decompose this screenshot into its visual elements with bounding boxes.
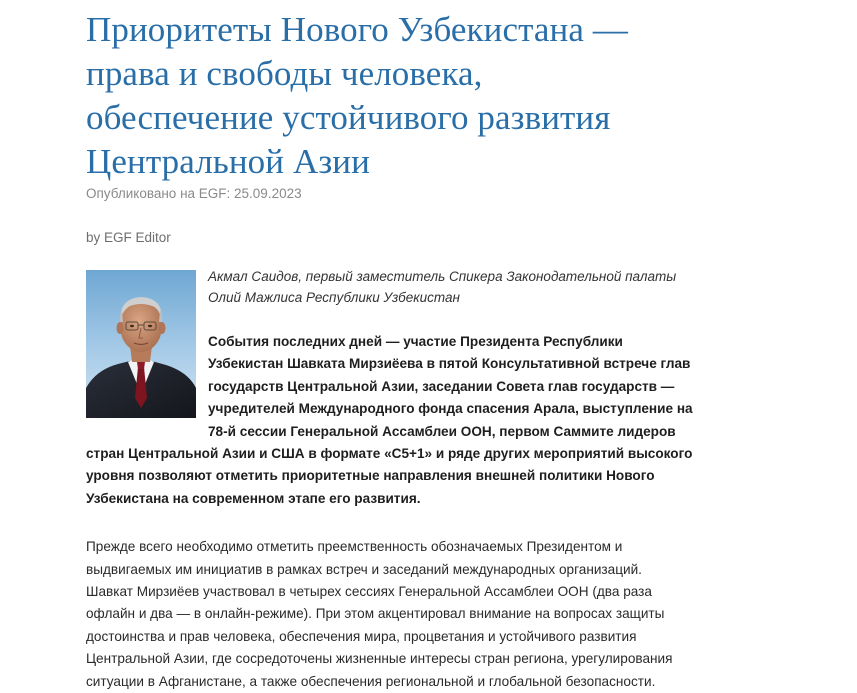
paragraph-line: Центральной Азии, где сосредоточены жизненные интересы стран региона, урегулирования <box>86 651 673 667</box>
author-byline: by EGF Editor <box>86 230 171 245</box>
article <box>86 0 826 693</box>
paragraph-line: Шавкат Мирзиёев участвовал в четырех сессиях Генеральной Ассамблеи ООН (два раза <box>86 584 652 600</box>
title-line: обеспечение устойчивого развития <box>86 98 611 137</box>
title-line: Центральной Азии <box>86 142 370 181</box>
paragraph-line: ситуации в Афганистане, а также обеспечения региональной и глобальной безопасности. <box>86 673 656 689</box>
author-caption <box>86 266 826 308</box>
paragraph-line: выдвигаемых им инициатив в рамках встреч и заседаний международных организаций. <box>86 561 642 577</box>
lead-line: Узбекистана на современном этапе его развития. <box>86 490 421 506</box>
lead-line: События последних дней — участие Президента Республики <box>208 334 623 349</box>
article-title <box>86 0 826 184</box>
lead-line: 78-й сессии Генеральной Ассамблеи ООН, первом Саммите лидеров <box>208 423 676 439</box>
portrait-illustration <box>86 270 196 418</box>
article-body <box>86 266 826 693</box>
lead-line: Узбекистан Шавката Мирзиёева в пятой Консультативной встрече глав <box>208 356 691 372</box>
paragraph-line: Прежде всего необходимо отметить преемственность обозначаемых Президентом и <box>86 539 623 555</box>
caption-line: Акмал Саидов, первый заместитель Спикера Законодательной палаты <box>208 269 677 284</box>
author-portrait <box>86 270 196 418</box>
body-paragraph <box>86 536 826 693</box>
published-date: Опубликовано на EGF: 25.09.2023 <box>86 186 302 201</box>
lead-line: учредителей Международного фонда спасения Арала, выступление на <box>208 401 693 417</box>
paragraph-line: достоинства и прав человека, обеспечения мира, процветания и устойчивого развития <box>86 628 637 644</box>
lead-line: государств Центральной Азии, заседании Совета глав государств — <box>208 378 675 394</box>
caption-line: Олий Мажлиса Республики Узбекистан <box>208 289 460 305</box>
paragraph-line: офлайн и два — в онлайн-режиме). При этом акцентировал внимание на вопросах защиты <box>86 606 665 622</box>
lead-line: стран Центральной Азии и США в формате «С5+1» и ряде других мероприятий высокого <box>86 446 693 462</box>
title-line: права и свободы человека, <box>86 54 483 93</box>
title-line: Приоритеты Нового Узбекистана — <box>86 10 628 49</box>
lead-paragraph <box>86 331 826 510</box>
lead-line: уровня позволяют отметить приоритетные направления внешней политики Нового <box>86 468 655 484</box>
